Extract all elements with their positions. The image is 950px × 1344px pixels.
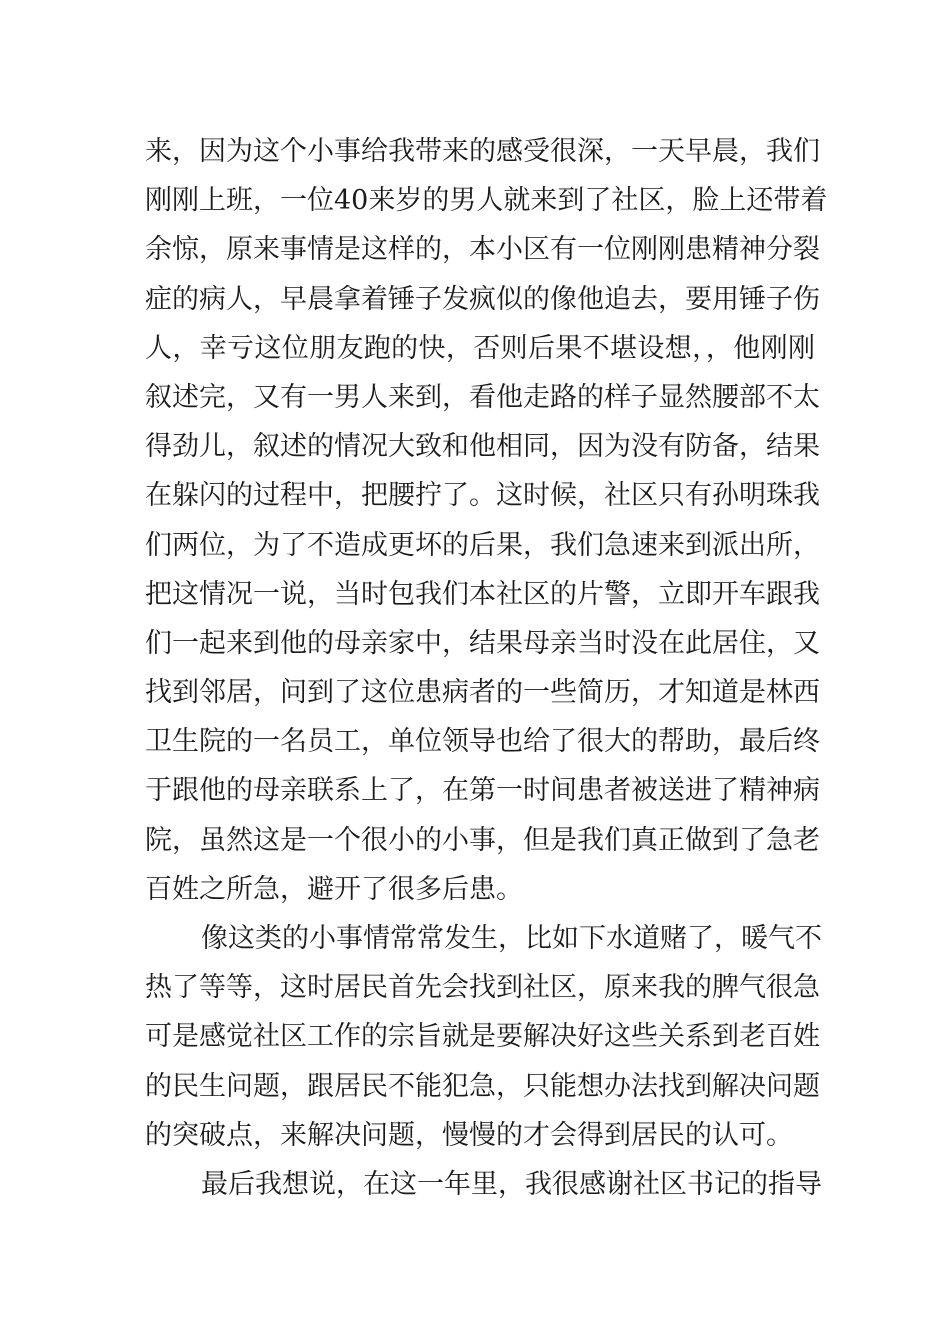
text-line: 们两位，为了不造成更坏的后果，我们急速来到派出所， [145,529,820,561]
text-line: 院，虽然这是一个很小的小事，但是我们真正做到了急老 [145,824,820,856]
text-line: 在躲闪的过程中，把腰拧了。这时候，社区只有孙明珠我 [145,480,820,512]
body-text [145,127,828,1209]
text-line: 叙述完，又有一男人来到，看他走路的样子显然腰部不太 [145,381,820,413]
text-line: 症的病人，早晨拿着锤子发疯似的像他追去，要用锤子伤 [145,283,820,315]
paragraph-first-line: 最后我想说，在这一年里，我很感谢社区书记的指导 [201,1168,822,1200]
text-line: 来，因为这个小事给我带来的感受很深，一天早晨，我们 [145,136,820,167]
paragraph-first-line: 像这类的小事情常常发生，比如下水道赌了，暖气不 [201,923,822,954]
text-line: 可是感觉社区工作的宗旨就是要解决好这些关系到老百姓 [145,1021,820,1053]
text-line: 余惊，原来事情是这样的，本小区有一位刚刚患精神分裂 [145,234,820,266]
text-line: 人，幸亏这位朋友跑的快，否则后果不堪设想，，他刚刚 [145,332,815,364]
text-line: 得劲儿，叙述的情况大致和他相同，因为没有防备，结果 [145,431,820,463]
text-line: 卫生院的一名员工，单位领导也给了很大的帮助，最后终 [145,726,820,758]
text-line: 百姓之所急，避开了很多后患。 [145,873,523,905]
text-line: 热了等等，这时居民首先会找到社区，原来我的脾气很急 [145,972,820,1004]
text-line: 们一起来到他的母亲家中，结果母亲当时没在此居住，又 [145,627,820,659]
text-line: 的突破点，来解决问题，慢慢的才会得到居民的认可。 [145,1119,793,1151]
text-line: 的民生问题，跟居民不能犯急，只能想办法找到解决问题 [145,1070,820,1102]
text-line: 把这情况一说，当时包我们本社区的片警，立即开车跟我 [145,578,820,610]
text-line: 找到邻居，问到了这位患病者的一些简历，才知道是林西 [145,677,820,709]
text-line: 于跟他的母亲联系上了，在第一时间患者被送进了精神病 [145,775,820,807]
text-line: 刚刚上班，一位40来岁的男人就来到了社区，脸上还带着 [145,185,828,217]
